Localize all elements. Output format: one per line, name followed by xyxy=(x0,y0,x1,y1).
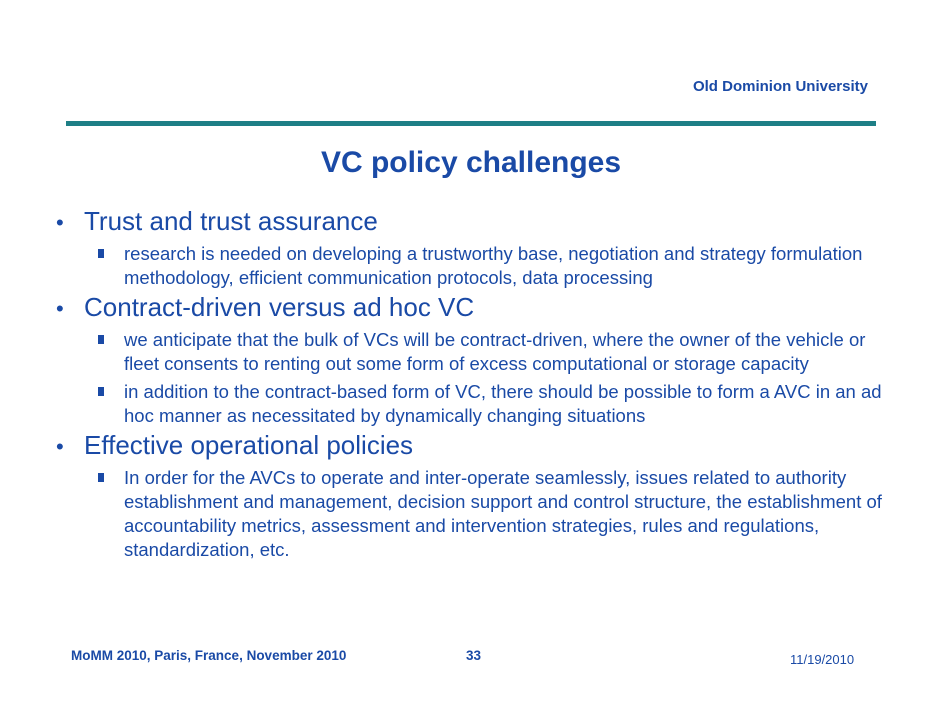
bullet-dot-icon: • xyxy=(56,434,64,459)
slide-title: VC policy challenges xyxy=(320,146,622,179)
footer-date: 11/19/2010 xyxy=(790,652,855,667)
bullet-dot-icon: • xyxy=(56,210,64,235)
footer-page-number: 33 xyxy=(466,648,482,663)
bullet-item xyxy=(56,292,896,324)
sub-bullet-text: in addition to the contract-based form of VC, there should be possible to form a AVC in an ad hoc manner as necessitated by dynamically changing situations xyxy=(124,381,882,426)
sub-bullet-item xyxy=(98,466,896,562)
sub-bullet-item xyxy=(98,380,896,428)
footer-conference: MoMM 2010, Paris, France, November 2010 xyxy=(71,648,347,663)
bullet-dot-icon: • xyxy=(56,296,64,321)
organization-label: Old Dominion University xyxy=(692,78,868,95)
bullet-item xyxy=(56,206,896,238)
slide-content xyxy=(56,204,896,562)
bullet-text: Trust and trust assurance xyxy=(84,206,378,236)
bullet-text: Contract-driven versus ad hoc VC xyxy=(84,292,475,322)
sub-bullet-item xyxy=(98,242,896,290)
sub-bullet-text: research is needed on developing a trustworthy base, negotiation and strategy formulation methodology, efficient communication protocols, data processing xyxy=(124,243,863,288)
sub-bullet-text: we anticipate that the bulk of VCs will be contract-driven, where the owner of the vehicle or fleet consents to renting out some form of excess computational or storage capacity xyxy=(124,329,866,374)
sub-bullet-text: In order for the AVCs to operate and inter-operate seamlessly, issues related to authority establishment and management, decision support and control structure, the establishment of accountability metrics, assessment and intervention strategies, rules and regulations, standardization, etc. xyxy=(124,467,882,560)
header-divider xyxy=(66,121,876,126)
bullet-text: Effective operational policies xyxy=(84,430,414,460)
bullet-item xyxy=(56,430,896,462)
sub-bullet-item xyxy=(98,328,896,376)
